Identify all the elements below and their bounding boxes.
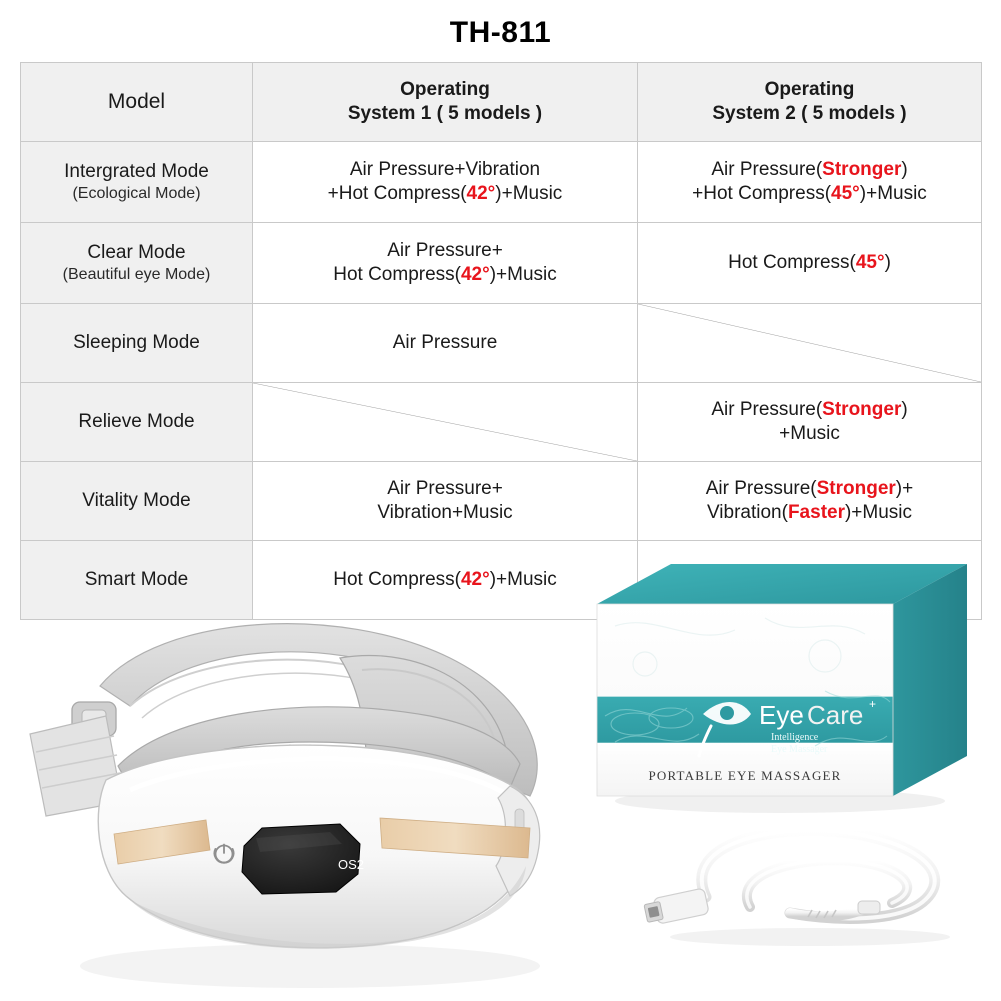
cell-text: )+Music <box>495 183 563 204</box>
box-sub-line2: Eye Massager <box>771 744 828 755</box>
cell-text: ) <box>901 159 908 181</box>
cell-text: +Music <box>779 423 840 444</box>
cell-text: Air Pressure( <box>711 399 823 421</box>
cell-text: Air Pressure( <box>711 159 823 181</box>
cell-text-highlight: Stronger <box>822 159 902 181</box>
cell-text: ) <box>901 399 908 421</box>
cell-text-highlight: Stronger <box>816 478 896 500</box>
cell-sys1-intergrated <box>253 142 638 223</box>
cell-line-2 <box>644 422 975 446</box>
cell-line-1 <box>259 477 631 501</box>
usb-cable-image <box>640 821 970 951</box>
table-header-row <box>21 63 982 142</box>
box-footer-text: PORTABLE EYE MASSAGER <box>648 768 842 783</box>
cell-text: Hot Compress( <box>333 569 461 591</box>
column-header-system1-line2: System 1 ( 5 models ) <box>347 103 543 124</box>
cell-text: Hot Compress( <box>728 252 856 274</box>
cell-text-highlight: Stronger <box>822 399 902 421</box>
box-sub-line1: Intelligence <box>771 732 819 743</box>
cell-line-2 <box>259 182 631 206</box>
cell-line-2 <box>644 501 975 525</box>
cell-line-1 <box>644 251 975 275</box>
box-brand-eye: Eye <box>759 700 804 730</box>
table-row <box>21 142 982 223</box>
packaging-box-illustration <box>575 556 975 816</box>
row-label-vitality-mode <box>21 462 253 541</box>
row-label-main: Sleeping Mode <box>73 332 200 354</box>
cell-text: Air Pressure( <box>705 478 817 500</box>
cell-line-1 <box>644 398 975 422</box>
row-label-main: Vitality Mode <box>82 490 191 512</box>
row-label-main: Intergrated Mode <box>64 160 209 182</box>
cell-sys1-sleeping <box>253 304 638 383</box>
cell-line-2 <box>644 182 975 206</box>
cell-line-2 <box>259 263 631 287</box>
cell-text: Air Pressure+Vibration <box>349 159 541 181</box>
column-header-system1-line1: Operating <box>400 79 490 101</box>
cell-sys2-clear <box>638 223 982 304</box>
usb-cable-illustration <box>640 821 970 951</box>
box-brand-care: Care <box>807 700 864 730</box>
cell-sys1-relieve-empty <box>253 383 638 462</box>
row-label-main: Clear Mode <box>87 241 186 263</box>
row-label-sleeping-mode <box>21 304 253 383</box>
cell-text: )+Music <box>489 569 557 591</box>
table-row <box>21 304 982 383</box>
cell-line-1 <box>259 239 631 263</box>
product-box-image <box>575 556 975 816</box>
row-label-main: Smart Mode <box>84 569 189 591</box>
cell-text-highlight: 45° <box>855 252 885 274</box>
cell-text-highlight: Faster <box>787 502 845 523</box>
cell-line-1 <box>259 158 631 182</box>
page-title: TH-811 <box>449 16 552 49</box>
eye-massager-product-image <box>10 566 570 996</box>
column-header-model: Model <box>21 63 253 142</box>
cell-text: Air Pressure+ <box>387 478 503 500</box>
column-header-system2-line1: Operating <box>764 79 855 101</box>
table-row <box>21 383 982 462</box>
cell-sys2-relieve <box>638 383 982 462</box>
cell-text: Air Pressure+ <box>387 240 503 262</box>
cell-line-2 <box>259 501 631 525</box>
cell-text-highlight: 42° <box>460 264 490 285</box>
cell-sys2-vitality <box>638 462 982 541</box>
cell-text-highlight: 42° <box>466 183 496 204</box>
row-label-relieve-mode <box>21 383 253 462</box>
cell-line-1 <box>644 158 975 182</box>
cell-text: Hot Compress( <box>333 264 461 285</box>
column-header-system2 <box>638 63 982 142</box>
cell-text: )+Music <box>489 264 557 285</box>
cell-sys1-clear <box>253 223 638 304</box>
column-header-system2-line2: System 2 ( 5 models ) <box>712 103 907 124</box>
diagonal-strike-icon <box>253 383 637 461</box>
eye-massager-illustration <box>10 566 570 996</box>
column-header-system1 <box>253 63 638 142</box>
cell-sys1-vitality <box>253 462 638 541</box>
table-row <box>21 223 982 304</box>
row-label-intergrated-mode <box>21 142 253 223</box>
spec-table-container <box>0 62 1001 620</box>
row-label-sub: (Beautiful eye Mode) <box>62 266 211 284</box>
cell-text: )+Music <box>844 502 913 523</box>
cell-sys2-sleeping-empty <box>638 304 982 383</box>
device-model-label: OS2 <box>338 857 365 872</box>
product-photo-area <box>0 556 1001 1001</box>
cell-line-1 <box>259 331 631 355</box>
row-label-clear-mode <box>21 223 253 304</box>
cell-text: Vibration+Music <box>377 502 513 523</box>
table-row <box>21 462 982 541</box>
cell-sys2-intergrated <box>638 142 982 223</box>
cell-line-1 <box>644 477 975 501</box>
cell-text: Vibration( <box>706 502 788 523</box>
cell-text-highlight: 42° <box>460 569 490 591</box>
cell-text-highlight: 45° <box>831 183 860 204</box>
spec-table <box>20 62 982 620</box>
cell-text: )+ <box>895 478 914 500</box>
box-brand-plus: + <box>869 697 877 711</box>
diagonal-strike-icon <box>638 304 981 382</box>
cell-text: ) <box>884 252 891 274</box>
row-label-main: Relieve Mode <box>78 411 195 433</box>
cell-text: +Hot Compress( <box>327 183 467 204</box>
cell-text: Air Pressure <box>392 332 498 354</box>
cell-text: )+Music <box>859 183 927 204</box>
row-label-sub: (Ecological Mode) <box>72 185 201 203</box>
cell-text: +Hot Compress( <box>692 183 832 204</box>
